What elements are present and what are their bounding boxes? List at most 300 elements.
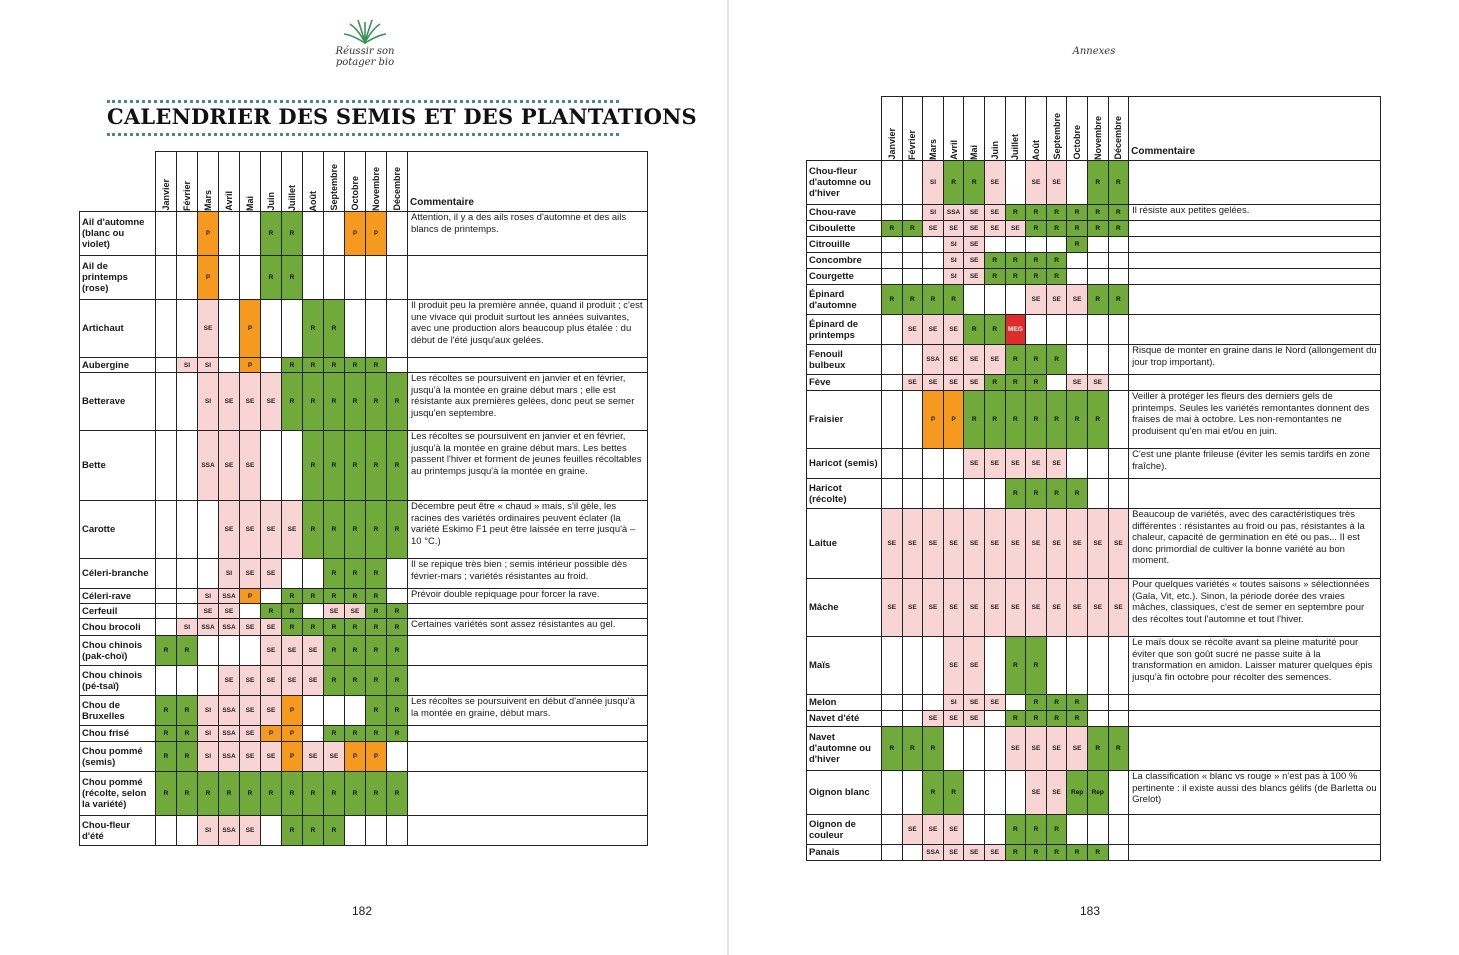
calendar-cell: SE: [943, 221, 964, 237]
calendar-table-left: [79, 151, 648, 846]
calendar-cell: SE: [943, 637, 964, 695]
calendar-cell: [177, 666, 198, 696]
calendar-cell: R: [156, 636, 177, 666]
calendar-cell: SE: [261, 373, 282, 431]
calendar-cell: R: [1046, 221, 1067, 237]
calendar-cell: SI: [198, 696, 219, 726]
calendar-cell: R: [984, 315, 1005, 345]
calendar-cell: R: [882, 727, 903, 771]
table-row: [807, 637, 1381, 695]
calendar-cell: SE: [1026, 161, 1047, 205]
calendar-cell: [984, 771, 1005, 815]
calendar-cell: R: [324, 501, 345, 559]
calendar-cell: SE: [984, 221, 1005, 237]
calendar-cell: R: [943, 771, 964, 815]
calendar-cell: R: [1108, 205, 1129, 221]
calendar-cell: Rep: [1067, 771, 1088, 815]
vegetable-name: Épinard d'automne: [807, 285, 882, 315]
table-row: [807, 161, 1381, 205]
calendar-cell: [240, 256, 261, 300]
calendar-cell: R: [345, 772, 366, 816]
calendar-cell: [156, 431, 177, 501]
table-row: [80, 619, 648, 636]
calendar-cell: SSA: [219, 726, 240, 742]
calendar-cell: SE: [943, 315, 964, 345]
calendar-cell: SE: [219, 604, 240, 619]
calendar-cell: SE: [1046, 509, 1067, 579]
calendar-cell: [1046, 237, 1067, 253]
calendar-cell: R: [303, 501, 324, 559]
calendar-cell: [387, 816, 408, 846]
vegetable-name: Épinard de printemps: [807, 315, 882, 345]
left-page: [0, 0, 727, 955]
calendar-cell: R: [984, 253, 1005, 269]
month-header: Octobre: [1072, 125, 1083, 160]
calendar-cell: R: [387, 636, 408, 666]
calendar-cell: R: [324, 772, 345, 816]
calendar-cell: SE: [902, 579, 923, 637]
calendar-cell: R: [387, 696, 408, 726]
table-row: [80, 816, 648, 846]
brand-logo: [325, 18, 405, 68]
calendar-cell: [1108, 391, 1129, 449]
comment-cell: Décembre peut être « chaud » mais, s'il gèle, les racines des variétés ordinaires peuvent éclater (la variété Eskimo F1 peut être laissée en terre jusqu'à – 10 °C.): [408, 501, 648, 559]
calendar-cell: [882, 391, 903, 449]
calendar-cell: R: [366, 501, 387, 559]
calendar-cell: R: [882, 221, 903, 237]
calendar-cell: SI: [177, 358, 198, 373]
calendar-cell: [324, 256, 345, 300]
calendar-cell: [1046, 315, 1067, 345]
calendar-cell: [156, 300, 177, 358]
calendar-cell: SE: [1026, 579, 1047, 637]
vegetable-name: Melon: [807, 695, 882, 711]
calendar-cell: R: [1067, 221, 1088, 237]
calendar-cell: [219, 636, 240, 666]
calendar-cell: R: [1005, 815, 1026, 845]
calendar-cell: [882, 375, 903, 391]
calendar-cell: R: [366, 358, 387, 373]
calendar-cell: SE: [240, 696, 261, 726]
calendar-cell: R: [1005, 269, 1026, 285]
calendar-cell: [1067, 345, 1088, 375]
calendar-cell: SSA: [923, 845, 944, 861]
calendar-cell: R: [1005, 637, 1026, 695]
calendar-cell: SI: [923, 205, 944, 221]
calendar-cell: [261, 358, 282, 373]
calendar-cell: [882, 345, 903, 375]
calendar-cell: [1108, 345, 1129, 375]
calendar-cell: [1067, 269, 1088, 285]
calendar-cell: SE: [943, 345, 964, 375]
table-row: [807, 579, 1381, 637]
calendar-cell: R: [366, 604, 387, 619]
comment-cell: [1129, 237, 1381, 253]
calendar-cell: [177, 604, 198, 619]
calendar-cell: [1087, 711, 1108, 727]
comment-cell: Veiller à protéger les fleurs des derniers gels de printemps. Seules les variétés remontantes donnent des fraises de mai à octobre. Les non-remontantes ne produisent qu'en mai et/ou en juin.: [1129, 391, 1381, 449]
corner-cell: [807, 97, 882, 161]
calendar-cell: [902, 479, 923, 509]
page-title: CALENDRIER DES SEMIS ET DES PLANTATIONS: [107, 104, 697, 129]
calendar-cell: P: [282, 696, 303, 726]
calendar-cell: [156, 604, 177, 619]
calendar-cell: [156, 256, 177, 300]
calendar-cell: R: [1026, 391, 1047, 449]
month-header: Avril: [224, 191, 234, 211]
calendar-cell: R: [1046, 815, 1067, 845]
calendar-cell: R: [345, 373, 366, 431]
calendar-cell: SE: [240, 431, 261, 501]
comment-cell: [408, 726, 648, 742]
comment-cell: Il résiste aux petites gelées.: [1129, 205, 1381, 221]
calendar-cell: [240, 212, 261, 256]
calendar-cell: [1067, 315, 1088, 345]
calendar-cell: SE: [1046, 449, 1067, 479]
calendar-cell: [345, 696, 366, 726]
calendar-cell: [984, 479, 1005, 509]
calendar-cell: SE: [902, 815, 923, 845]
calendar-cell: [303, 256, 324, 300]
vegetable-name: Céleri-rave: [80, 589, 156, 604]
vegetable-name: Chou-fleur d'été: [80, 816, 156, 846]
calendar-cell: [923, 695, 944, 711]
calendar-cell: [964, 727, 985, 771]
month-header: Février: [182, 180, 192, 211]
calendar-cell: R: [345, 666, 366, 696]
calendar-cell: R: [1046, 269, 1067, 285]
calendar-cell: R: [324, 619, 345, 636]
table-row: [80, 636, 648, 666]
calendar-cell: R: [282, 373, 303, 431]
table-body-left: [80, 212, 648, 846]
calendar-cell: SE: [282, 666, 303, 696]
calendar-cell: SE: [923, 221, 944, 237]
calendar-cell: SE: [1087, 375, 1108, 391]
calendar-cell: SI: [198, 816, 219, 846]
calendar-cell: R: [1005, 253, 1026, 269]
table-row: [807, 695, 1381, 711]
calendar-cell: SE: [984, 205, 1005, 221]
calendar-cell: SE: [1005, 449, 1026, 479]
table-row: [80, 373, 648, 431]
table-row: [80, 212, 648, 256]
calendar-cell: SE: [964, 695, 985, 711]
calendar-cell: SE: [219, 501, 240, 559]
calendar-cell: SE: [964, 509, 985, 579]
calendar-cell: SE: [261, 619, 282, 636]
calendar-cell: SE: [282, 501, 303, 559]
calendar-cell: [1108, 845, 1129, 861]
calendar-cell: SE: [923, 711, 944, 727]
calendar-cell: R: [282, 619, 303, 636]
calendar-cell: R: [324, 373, 345, 431]
calendar-cell: SE: [1046, 727, 1067, 771]
calendar-cell: R: [1026, 711, 1047, 727]
month-header: Novembre: [1092, 115, 1103, 160]
calendar-cell: R: [1087, 391, 1108, 449]
calendar-cell: R: [1087, 845, 1108, 861]
calendar-cell: R: [1046, 479, 1067, 509]
calendar-cell: SE: [964, 579, 985, 637]
vegetable-name: Oignon de couleur: [807, 815, 882, 845]
comment-cell: Certaines variétés sont assez résistantes au gel.: [408, 619, 648, 636]
month-header: Mars: [927, 138, 938, 160]
calendar-cell: R: [1067, 479, 1088, 509]
calendar-cell: SI: [198, 589, 219, 604]
calendar-cell: [177, 816, 198, 846]
calendar-cell: SE: [261, 742, 282, 772]
calendar-cell: R: [387, 772, 408, 816]
calendar-cell: SE: [303, 742, 324, 772]
calendar-cell: [1108, 315, 1129, 345]
table-row: [807, 205, 1381, 221]
calendar-cell: [902, 237, 923, 253]
vegetable-name: Mâche: [807, 579, 882, 637]
calendar-cell: P: [345, 212, 366, 256]
calendar-cell: SE: [902, 315, 923, 345]
calendar-cell: [177, 212, 198, 256]
vegetable-name: Chou-rave: [807, 205, 882, 221]
calendar-cell: [177, 373, 198, 431]
calendar-cell: P: [261, 726, 282, 742]
calendar-cell: SE: [1108, 509, 1129, 579]
calendar-cell: [303, 696, 324, 726]
calendar-cell: [219, 212, 240, 256]
calendar-cell: SE: [282, 636, 303, 666]
table-row: [807, 771, 1381, 815]
comment-cell: [408, 636, 648, 666]
calendar-cell: R: [177, 772, 198, 816]
calendar-cell: SE: [964, 253, 985, 269]
calendar-cell: [943, 479, 964, 509]
calendar-cell: SE: [964, 237, 985, 253]
calendar-cell: R: [1046, 253, 1067, 269]
calendar-cell: [240, 636, 261, 666]
calendar-cell: SE: [1046, 579, 1067, 637]
month-header: Janvier: [161, 179, 171, 211]
calendar-cell: R: [282, 604, 303, 619]
calendar-cell: R: [366, 726, 387, 742]
comment-cell: Beaucoup de variétés, avec des caractéristiques très différentes : résistantes au froid ou pas, résistantes à la chaleur, capacité de germination en été ou pas... Il est donc primordial de cultiver la bonne variété au bon moment.: [1129, 509, 1381, 579]
calendar-cell: [261, 589, 282, 604]
month-header: Septembre: [1051, 113, 1062, 160]
calendar-cell: R: [1046, 845, 1067, 861]
running-head: Annexes: [1072, 46, 1116, 57]
calendar-cell: R: [282, 816, 303, 846]
vegetable-name: Céleri-branche: [80, 559, 156, 589]
calendar-cell: [902, 771, 923, 815]
calendar-cell: R: [1046, 695, 1067, 711]
calendar-cell: SE: [1005, 579, 1026, 637]
calendar-cell: [156, 501, 177, 559]
calendar-cell: [219, 256, 240, 300]
calendar-cell: [177, 256, 198, 300]
month-header: Janvier: [886, 128, 897, 160]
calendar-cell: [1087, 637, 1108, 695]
calendar-cell: [156, 816, 177, 846]
calendar-cell: R: [1067, 237, 1088, 253]
calendar-cell: SSA: [219, 742, 240, 772]
calendar-cell: [1046, 375, 1067, 391]
month-header: Mars: [203, 189, 213, 211]
calendar-cell: [882, 237, 903, 253]
calendar-cell: R: [324, 300, 345, 358]
calendar-cell: [882, 269, 903, 285]
calendar-cell: [198, 501, 219, 559]
calendar-cell: R: [1067, 205, 1088, 221]
calendar-cell: R: [177, 636, 198, 666]
calendar-cell: [1026, 315, 1047, 345]
calendar-cell: SE: [1108, 579, 1129, 637]
calendar-cell: R: [1067, 845, 1088, 861]
comment-cell: [408, 666, 648, 696]
vegetable-name: Ail de printemps (rose): [80, 256, 156, 300]
comment-cell: Les récoltes se poursuivent en janvier et en février, jusqu'à la montée en graine début mars. Les bettes passent l'hiver et forment de jeunes feuilles récoltables au printemps jusqu'à la montée en graine.: [408, 431, 648, 501]
calendar-cell: R: [324, 431, 345, 501]
calendar-cell: R: [1026, 815, 1047, 845]
calendar-cell: R: [303, 431, 324, 501]
calendar-cell: [303, 604, 324, 619]
calendar-cell: R: [177, 726, 198, 742]
table-row: [807, 375, 1381, 391]
calendar-cell: [882, 161, 903, 205]
table-row: [80, 726, 648, 742]
calendar-cell: [882, 637, 903, 695]
calendar-cell: R: [261, 256, 282, 300]
calendar-cell: R: [282, 589, 303, 604]
table-row: [807, 253, 1381, 269]
calendar-cell: [387, 742, 408, 772]
calendar-cell: [219, 358, 240, 373]
calendar-cell: SE: [198, 604, 219, 619]
month-header: Juillet: [287, 184, 297, 211]
comment-cell: C'est une plante frileuse (éviter les semis tardifs en zone fraîche).: [1129, 449, 1381, 479]
calendar-cell: R: [1108, 161, 1129, 205]
table-row: [807, 285, 1381, 315]
calendar-cell: SE: [1026, 771, 1047, 815]
calendar-cell: R: [387, 619, 408, 636]
calendar-cell: [156, 666, 177, 696]
calendar-cell: R: [1005, 711, 1026, 727]
calendar-cell: R: [1026, 695, 1047, 711]
calendar-cell: [1108, 695, 1129, 711]
vegetable-name: Carotte: [80, 501, 156, 559]
calendar-cell: SE: [1046, 285, 1067, 315]
calendar-cell: R: [984, 269, 1005, 285]
vegetable-name: Aubergine: [80, 358, 156, 373]
calendar-cell: R: [240, 772, 261, 816]
calendar-cell: R: [923, 285, 944, 315]
calendar-cell: [324, 212, 345, 256]
month-header: Octobre: [350, 176, 360, 211]
calendar-cell: [303, 212, 324, 256]
calendar-cell: R: [156, 742, 177, 772]
calendar-cell: R: [1005, 205, 1026, 221]
comment-header: Commentaire: [408, 152, 648, 212]
table-row: [807, 221, 1381, 237]
table-body-right: [807, 161, 1381, 861]
calendar-cell: R: [324, 589, 345, 604]
comment-cell: [408, 256, 648, 300]
calendar-cell: [923, 449, 944, 479]
calendar-cell: SE: [1026, 509, 1047, 579]
calendar-cell: [882, 253, 903, 269]
calendar-cell: [1067, 449, 1088, 479]
calendar-cell: SE: [303, 636, 324, 666]
calendar-cell: SE: [1067, 579, 1088, 637]
calendar-cell: [303, 559, 324, 589]
calendar-cell: [882, 205, 903, 221]
calendar-cell: SE: [261, 666, 282, 696]
calendar-cell: SI: [943, 253, 964, 269]
calendar-cell: SE: [984, 695, 1005, 711]
comment-cell: [1129, 221, 1381, 237]
table-row: [80, 501, 648, 559]
calendar-cell: [387, 300, 408, 358]
right-page: [729, 0, 1459, 955]
calendar-cell: [1087, 345, 1108, 375]
calendar-cell: SE: [943, 711, 964, 727]
calendar-cell: SE: [303, 666, 324, 696]
vegetable-name: Navet d'été: [807, 711, 882, 727]
calendar-cell: R: [156, 726, 177, 742]
month-header: Février: [907, 129, 918, 160]
calendar-cell: SE: [923, 815, 944, 845]
calendar-cell: SE: [219, 431, 240, 501]
calendar-cell: [984, 285, 1005, 315]
calendar-cell: P: [198, 256, 219, 300]
calendar-cell: [387, 212, 408, 256]
calendar-cell: SE: [1087, 509, 1108, 579]
table-row: [80, 772, 648, 816]
calendar-cell: R: [1005, 345, 1026, 375]
comment-cell: [1129, 315, 1381, 345]
calendar-cell: SI: [923, 161, 944, 205]
calendar-cell: [984, 711, 1005, 727]
calendar-cell: [943, 449, 964, 479]
calendar-cell: R: [387, 373, 408, 431]
comment-cell: Prévoir double repiquage pour forcer la rave.: [408, 589, 648, 604]
calendar-cell: [156, 212, 177, 256]
vegetable-name: Chou pommé (récolte, selon la variété): [80, 772, 156, 816]
table-row: [807, 315, 1381, 345]
month-header: Décembre: [1113, 116, 1124, 160]
month-header: Décembre: [392, 167, 402, 211]
calendar-cell: SE: [943, 815, 964, 845]
calendar-cell: SE: [1026, 727, 1047, 771]
vegetable-name: Artichaut: [80, 300, 156, 358]
calendar-cell: [882, 695, 903, 711]
title-rule-bottom: [107, 133, 619, 136]
vegetable-name: Ail d'automne (blanc ou violet): [80, 212, 156, 256]
calendar-cell: [1005, 237, 1026, 253]
calendar-cell: [156, 619, 177, 636]
calendar-cell: R: [177, 696, 198, 726]
calendar-cell: R: [902, 727, 923, 771]
calendar-cell: [198, 559, 219, 589]
calendar-cell: SE: [1067, 509, 1088, 579]
calendar-cell: [902, 269, 923, 285]
calendar-cell: R: [366, 636, 387, 666]
vegetable-name: Ciboulette: [807, 221, 882, 237]
calendar-cell: R: [282, 212, 303, 256]
calendar-cell: SE: [923, 579, 944, 637]
calendar-cell: [1087, 815, 1108, 845]
calendar-cell: SE: [1046, 161, 1067, 205]
calendar-cell: R: [1026, 221, 1047, 237]
calendar-cell: SE: [1067, 285, 1088, 315]
